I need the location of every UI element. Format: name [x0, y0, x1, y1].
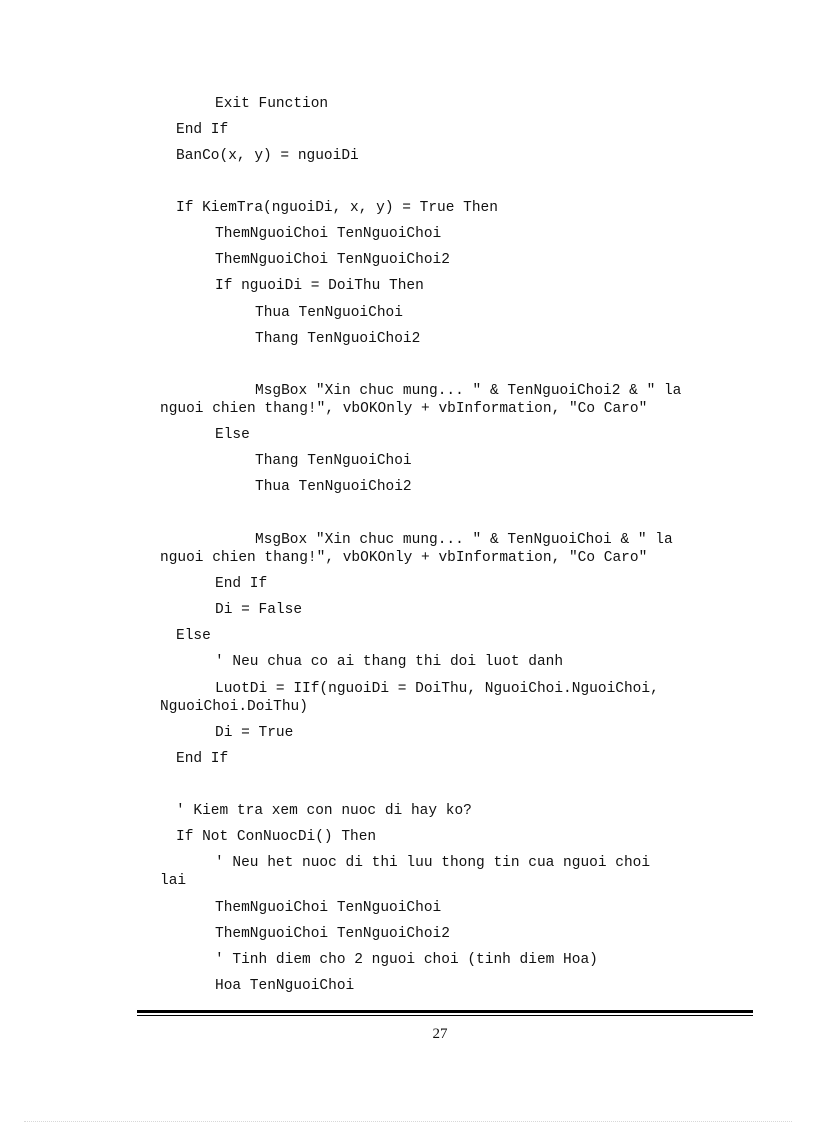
code-line: Thua TenNguoiChoi2	[255, 479, 412, 495]
code-line: Di = True	[215, 725, 294, 741]
code-line: MsgBox "Xin chuc mung... " & TenNguoiChoi2 & " la	[255, 383, 682, 399]
code-line: BanCo(x, y) = nguoiDi	[176, 148, 359, 164]
code-line: nguoi chien thang!", vbOKOnly + vbInformation, "Co Caro"	[160, 401, 648, 417]
code-line: If KiemTra(nguoiDi, x, y) = True Then	[176, 200, 498, 216]
code-line: End If	[176, 751, 229, 767]
code-line: MsgBox "Xin chuc mung... " & TenNguoiChoi & " la	[255, 532, 673, 548]
code-line: Thua TenNguoiChoi	[255, 305, 403, 321]
code-line: Else	[215, 427, 250, 443]
code-line: ThemNguoiChoi TenNguoiChoi2	[215, 926, 450, 942]
code-line: ThemNguoiChoi TenNguoiChoi2	[215, 252, 450, 268]
code-line: End If	[176, 122, 229, 138]
footer-rule-thick	[137, 1010, 753, 1013]
page-bottom-edge	[24, 1121, 792, 1122]
code-line: End If	[215, 576, 268, 592]
code-line: Exit Function	[215, 96, 329, 112]
code-comment: ' Kiem tra xem con nuoc di hay ko?	[176, 803, 472, 819]
code-comment: ' Neu het nuoc di thi luu thong tin cua nguoi choi	[215, 855, 651, 871]
footer-rule-thin	[137, 1015, 753, 1016]
code-line: Hoa TenNguoiChoi	[215, 978, 355, 994]
code-line: Thang TenNguoiChoi2	[255, 331, 421, 347]
code-line: If nguoiDi = DoiThu Then	[215, 278, 424, 294]
code-line: nguoi chien thang!", vbOKOnly + vbInformation, "Co Caro"	[160, 550, 648, 566]
code-line: Di = False	[215, 602, 303, 618]
code-line: If Not ConNuocDi() Then	[176, 829, 377, 845]
code-comment: ' Neu chua co ai thang thi doi luot danh	[215, 654, 564, 670]
code-comment: lai	[160, 873, 187, 889]
code-line: LuotDi = IIf(nguoiDi = DoiThu, NguoiChoi.NguoiChoi,	[215, 681, 659, 697]
page-number: 27	[432, 1026, 448, 1042]
code-line: Thang TenNguoiChoi	[255, 453, 412, 469]
code-comment: ' Tinh diem cho 2 nguoi choi (tinh diem Hoa)	[215, 952, 598, 968]
code-line: ThemNguoiChoi TenNguoiChoi	[215, 900, 442, 916]
code-line: Else	[176, 628, 211, 644]
code-line: ThemNguoiChoi TenNguoiChoi	[215, 226, 442, 242]
code-line: NguoiChoi.DoiThu)	[160, 699, 308, 715]
